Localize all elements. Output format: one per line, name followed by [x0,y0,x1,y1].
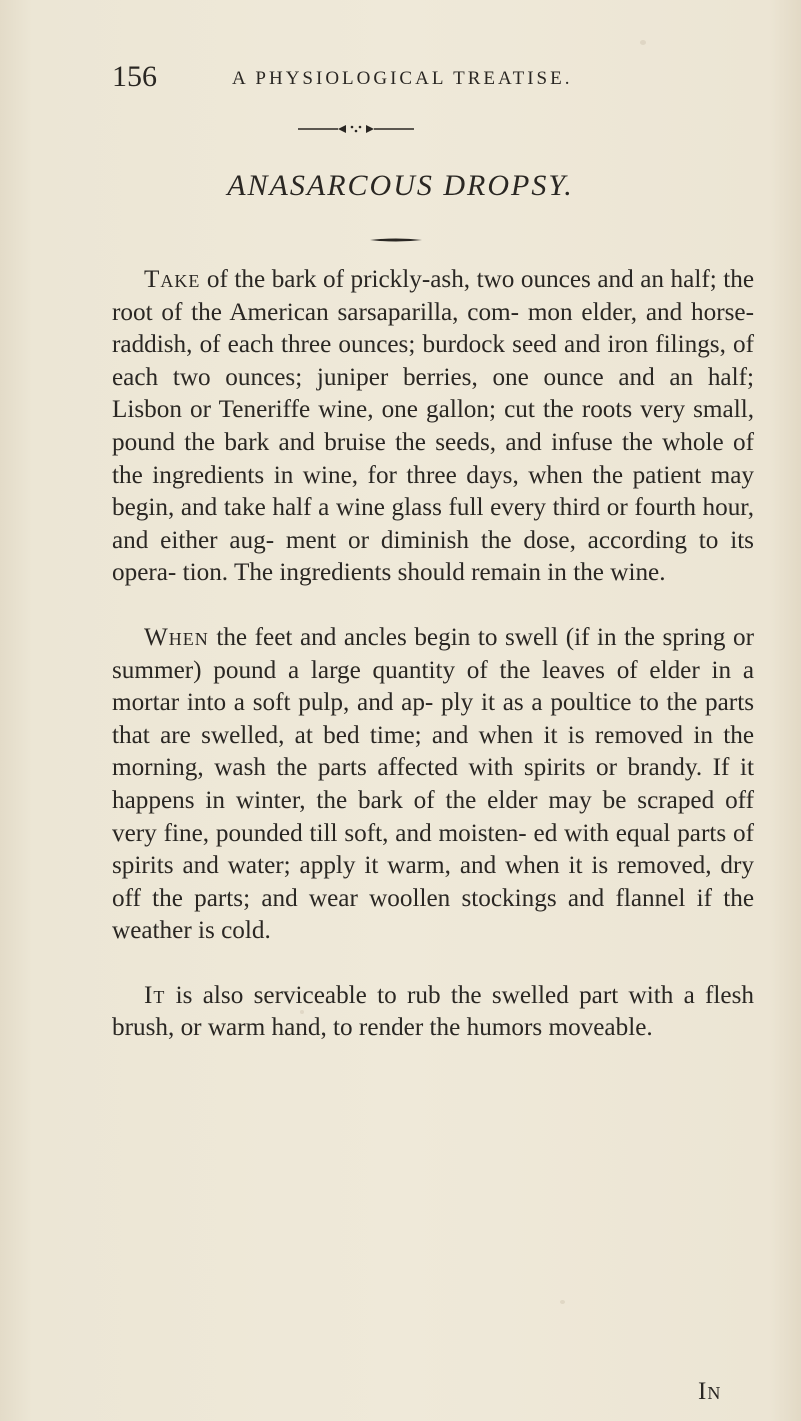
paragraph-3 [112,980,754,1045]
running-head [112,62,752,92]
paper-spot [300,1010,304,1014]
rule-divider-icon [370,237,422,243]
ornament-divider-icon [296,122,416,136]
paragraph-text: is also serviceable to rub the swelled part with a flesh brush, or warm hand, to render the humors moveable. [112,981,754,1042]
paragraph-text: of the bark of prickly-ash, two ounces and an half; the root of the American sarsaparilla, com- mon elder, and horse-raddish, of each three ounces; burdock seed and iron filings, of each two ounces; juniper berries, one ounce and an half; Lisbon or Teneriffe wine, one gallon; cut the roots very small, pound the bark and bruise the seeds, and infuse the whole of the ingredients in wine, for three days, when the patient may begin, and take half a wine glass full every third or fourth hour, and either aug- ment or diminish the dose, according to its opera- tion. The ingredients should remain in the wine. [112,266,754,587]
paragraph-text: the feet and ancles begin to swell (if in the spring or summer) pound a large quantity of the leaves of elder in a mortar into a soft pulp, and ap- ply it as a poultice to the parts that are swelled, at bed time; and when it is removed in the morning, wash the parts affected with spirits or brandy. If it happens in winter, the bark of the elder may be scraped off very fine, pounded till soft, and moisten- ed with equal parts of spirits and water; apply it warm, and when it is removed, dry off the parts; and wear woollen stockings and flannel if the weather is cold. [112,623,754,945]
paragraph-lead: Take [144,266,201,293]
paper-spot [560,1300,565,1304]
section-title: ANASARCOUS DROPSY. [227,169,574,202]
page-number: 156 [112,60,157,93]
catchword: In [698,1378,722,1405]
running-title: A PHYSIOLOGICAL TREATISE. [232,68,573,89]
body-text [112,264,754,1045]
paragraph-lead: When [144,623,209,651]
paragraph-2 [112,622,754,948]
paper-spot [640,40,646,45]
paragraph-lead: It [144,981,166,1009]
paragraph-1 [112,264,754,590]
